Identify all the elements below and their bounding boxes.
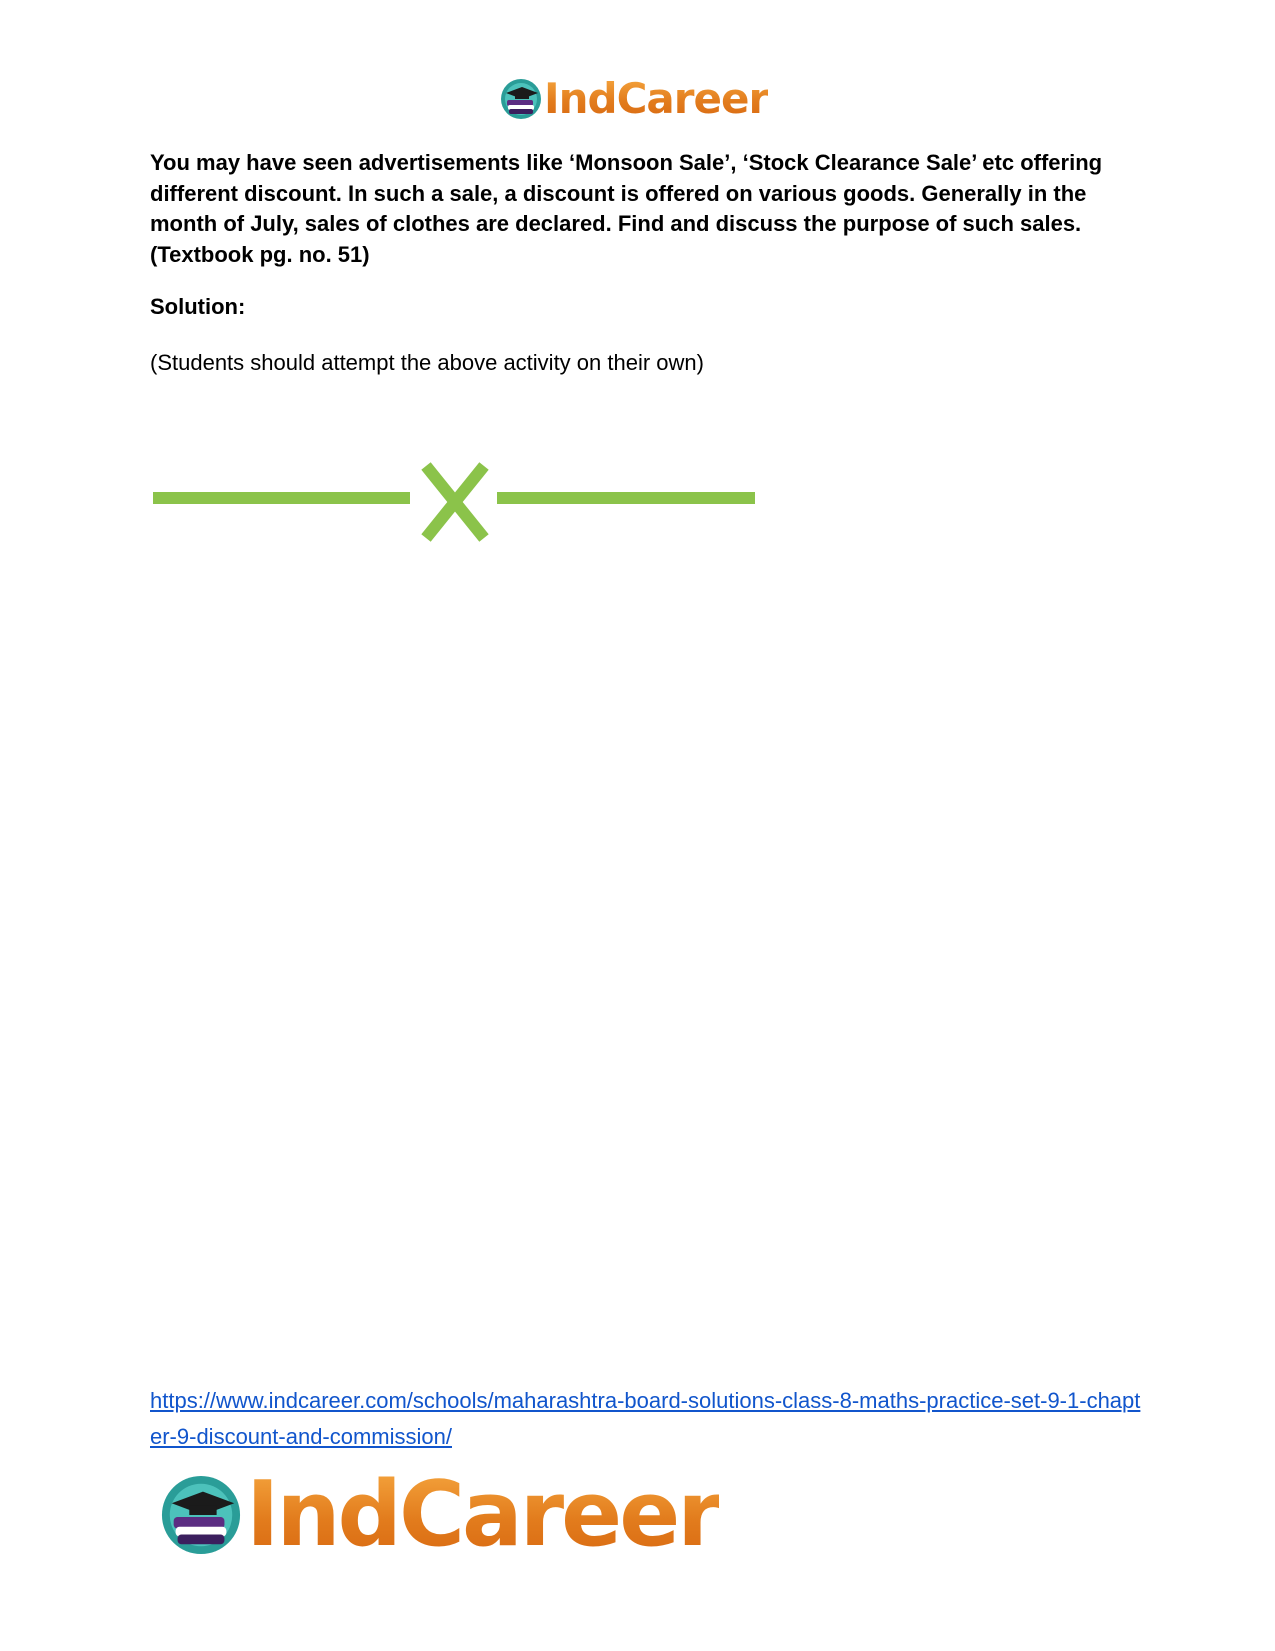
logo-wordmark: IndCareer xyxy=(544,74,769,123)
header-logo xyxy=(500,74,769,123)
question-text: You may have seen advertisements like ‘Monsoon Sale’, ‘Stock Clearance Sale’ etc offering different discount. In such a sale, a discount is offered on various goods. Generally in the month of July, sales of clothes are declared. Find and discuss the purpose of such sales. (Textbook pg. no. 51) xyxy=(150,150,1103,267)
logo-wordmark: IndCareer xyxy=(246,1462,719,1567)
graduation-cap-books-icon xyxy=(160,1474,242,1556)
section-divider xyxy=(150,462,760,542)
source-url-link[interactable]: https://www.indcareer.com/schools/maharashtra-board-solutions-class-8-maths-practice-set-9-1-chapter-9-discount-and-commission/ xyxy=(150,1388,1141,1449)
divider-line-right xyxy=(497,492,755,504)
x-mark-icon xyxy=(426,466,484,538)
divider-line-left xyxy=(153,492,410,504)
solution-heading: Solution: xyxy=(150,294,246,319)
graduation-cap-books-icon xyxy=(500,78,542,120)
answer-text: (Students should attempt the above activity on their own) xyxy=(150,350,704,375)
footer-logo xyxy=(160,1462,719,1567)
